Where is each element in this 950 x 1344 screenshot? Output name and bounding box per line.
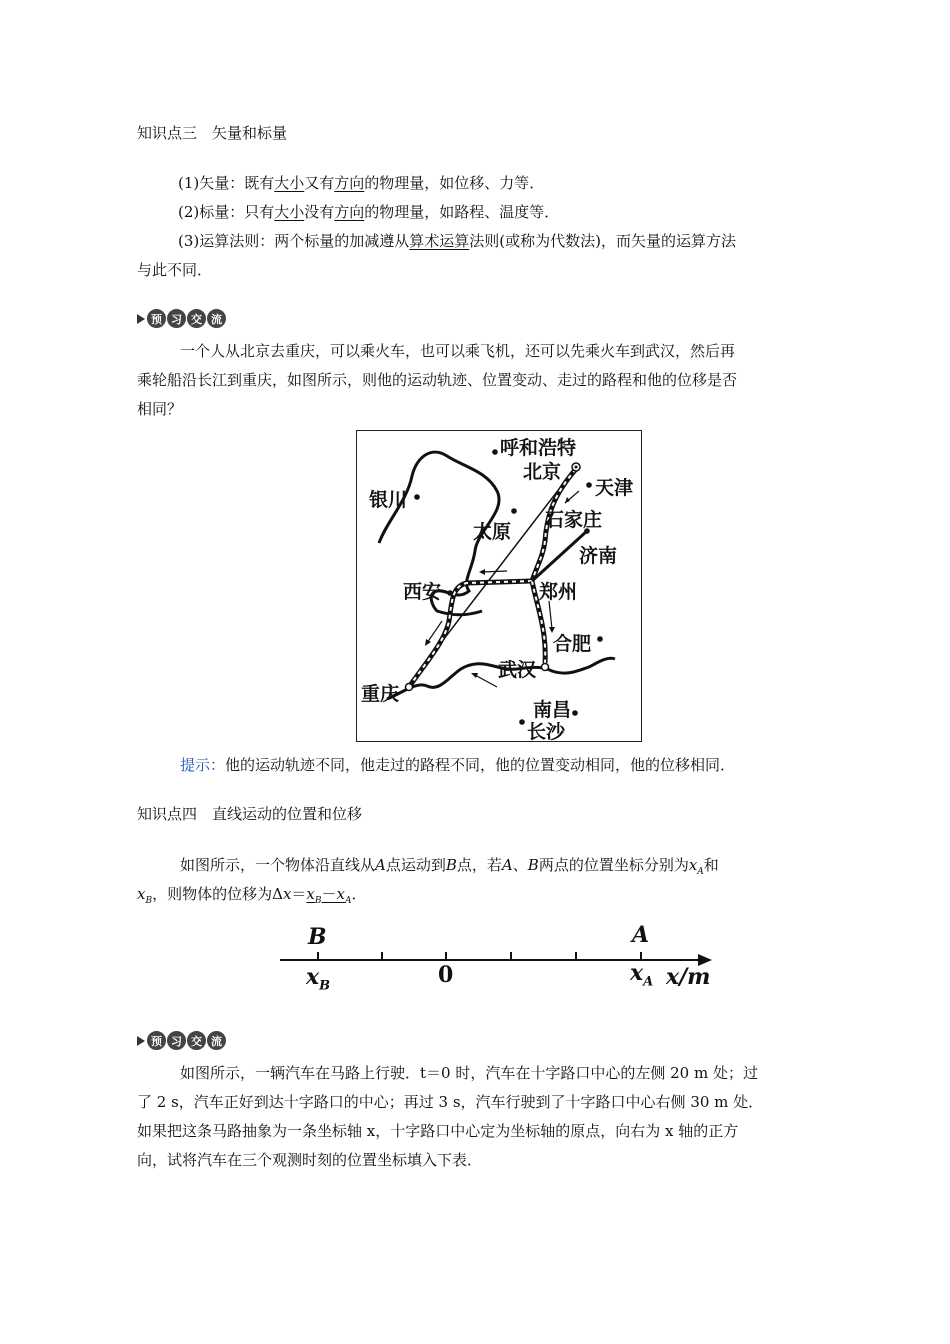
section4-line2: $x_B$，则物体的位移为$\Delta x=x_B-x_A$． bbox=[137, 885, 367, 906]
operation-rule-cont: 与此不同． bbox=[137, 261, 213, 279]
answer-blank: 大小 bbox=[274, 174, 305, 192]
position-axis-figure bbox=[270, 920, 720, 1000]
city-changsha: 长沙 bbox=[527, 721, 566, 743]
hint-label: 提示： bbox=[180, 756, 226, 774]
scalar-definition: (2)标量：只有大小没有方向的物理量，如路程、温度等． bbox=[178, 203, 560, 221]
axis-label-xa: $x_A$ bbox=[630, 960, 654, 990]
axis-point-a: A bbox=[632, 922, 650, 948]
question2-line2: 了 2 s，汽车正好到达十字路口的中心；再过 3 s，汽车行驶到了十字路口中心右侧 30 m 处． bbox=[137, 1093, 764, 1111]
question1-line1: 一个人从北京去重庆，可以乘火车，也可以乘飞机，还可以先乘火车到武汉，然后再 bbox=[180, 342, 736, 360]
question1-line3: 相同？ bbox=[137, 400, 183, 418]
city-taiyuan: 太原 bbox=[473, 521, 512, 543]
question2-line3: 如果把这条马路抽象为一条坐标轴 x，十字路口中心定为坐标轴的原点，向右为 x 轴的正方 bbox=[137, 1122, 739, 1140]
city-jinan: 济南 bbox=[579, 545, 618, 567]
question2-line1: 如图所示，一辆汽车在马路上行驶．t＝0 时，汽车在十字路口中心的左侧 20 m 处；过 bbox=[180, 1064, 758, 1082]
city-yinchuan: 银川 bbox=[369, 489, 408, 511]
city-chongqing: 重庆 bbox=[361, 683, 400, 705]
answer-blank: 大小 bbox=[274, 203, 305, 221]
axis-label-xb: $x_B$ bbox=[306, 964, 331, 994]
china-route-map bbox=[356, 430, 642, 742]
arrow-icon bbox=[137, 314, 145, 324]
question1-line2: 乘轮船沿长江到重庆，如图所示，则他的运动轨迹、位置变动、走过的路程和他的位移是否 bbox=[137, 371, 738, 389]
answer-blank: 方向 bbox=[334, 203, 365, 221]
question2-line4: 向，试将汽车在三个观测时刻的位置坐标填入下表． bbox=[137, 1151, 483, 1169]
preview-exchange-badge-2: 预 习 交 流 bbox=[137, 1030, 227, 1051]
section3-title: 知识点三 矢量和标量 bbox=[137, 124, 288, 142]
arrow-icon bbox=[137, 1036, 145, 1046]
city-beijing: 北京 bbox=[523, 461, 562, 483]
city-wuhan: 武汉 bbox=[498, 659, 537, 681]
answer-blank: $x_B-x_A$ bbox=[306, 885, 352, 906]
axis-origin: 0 bbox=[438, 962, 454, 988]
axis-unit: x/m bbox=[666, 964, 711, 990]
axis-point-b: B bbox=[308, 924, 327, 950]
city-zhengzhou: 郑州 bbox=[539, 581, 578, 603]
city-shijiazhuang: 石家庄 bbox=[545, 509, 603, 531]
city-tianjin: 天津 bbox=[595, 477, 634, 499]
city-nanchang: 南昌 bbox=[533, 699, 572, 721]
hint1: 提示：他的运动轨迹不同，他走过的路程不同，他的位置变动相同，他的位移相同． bbox=[180, 756, 736, 774]
section4-title: 知识点四 直线运动的位置和位移 bbox=[137, 805, 363, 823]
section4-line1: 如图所示，一个物体沿直线从A点运动到B点，若A、B两点的位置坐标分别为$x_A$和 bbox=[180, 856, 719, 877]
city-xian: 西安 bbox=[403, 581, 442, 603]
city-hefei: 合肥 bbox=[553, 633, 592, 655]
operation-rule: (3)运算法则：两个标量的加减遵从算术运算法则(或称为代数法)，而矢量的运算方法 bbox=[178, 232, 736, 250]
answer-blank: 算术运算 bbox=[409, 232, 470, 250]
answer-blank: 方向 bbox=[334, 174, 365, 192]
preview-exchange-badge: 预 习 交 流 bbox=[137, 308, 227, 329]
vector-definition: (1)矢量：既有大小又有方向的物理量，如位移、力等． bbox=[178, 174, 545, 192]
city-huhehaote: 呼和浩特 bbox=[500, 437, 577, 459]
